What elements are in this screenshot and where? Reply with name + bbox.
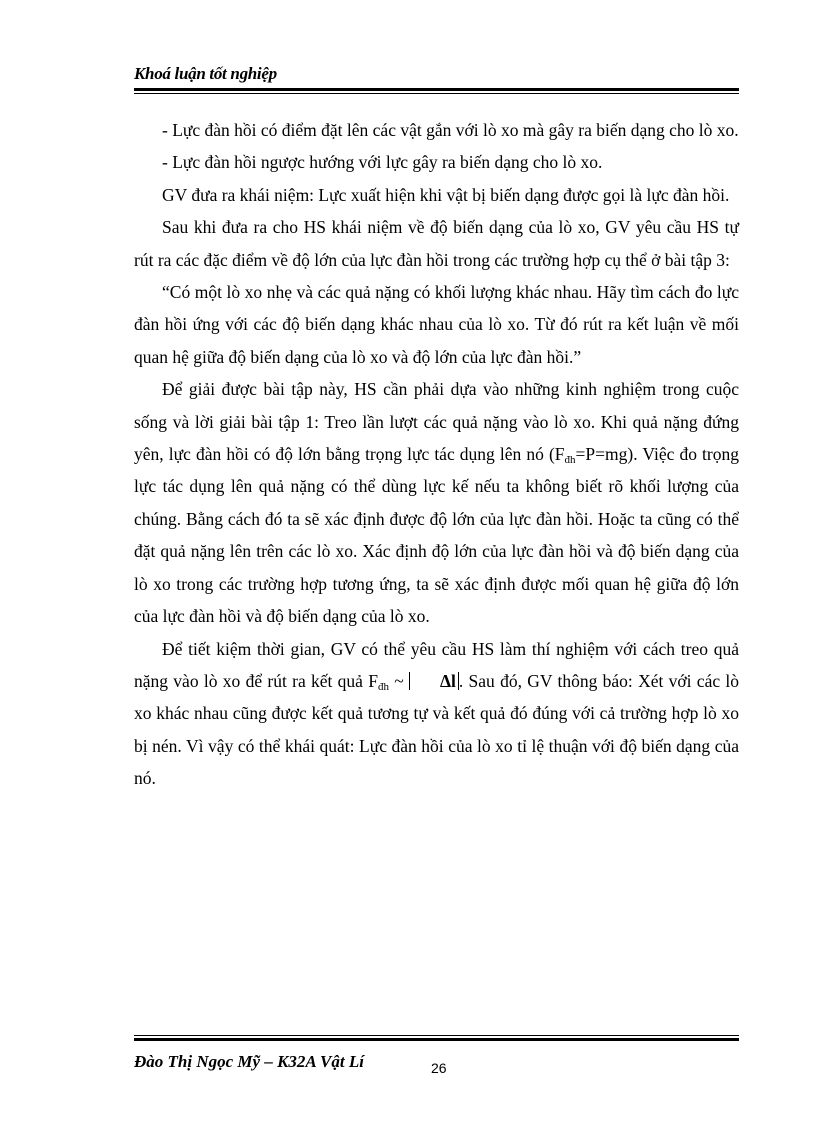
paragraph-6-part-a: Để giải được bài tập này, HS cần phải dựa vào những kinh nghiệm trong cuộc sống và lời giải bài tập 1: Treo lần lượt các quả nặng vào lò xo. Khi quả nặng đứng yên, lực đàn hồi có độ lớn bằng trọng lực tác dụng lên nó (F: [134, 379, 739, 465]
footer-rule-thin: [134, 1035, 739, 1036]
paragraph-4: Sau khi đưa ra cho HS khái niệm về độ biến dạng của lò xo, GV yêu cầu HS tự rút ra các đặc điểm về độ lớn của lực đàn hồi trong các trường hợp cụ thể ở bài tập 3:: [134, 217, 739, 270]
force-subscript: đh: [564, 454, 576, 467]
paragraph-5-quote: “Có một lò xo nhẹ và các quả nặng có khối lượng khác nhau. Hãy tìm cách đo lực đàn hồi ứng với các độ biến dạng khác nhau của lò xo. Từ đó rút ra kết luận về mối quan hệ giữa độ biến dạng của lò xo và độ lớn của lực đàn hồi.”: [134, 282, 739, 367]
paragraph-1: - Lực đàn hồi có điểm đặt lên các vật gắn với lò xo mà gây ra biến dạng cho lò xo.: [162, 120, 739, 140]
paragraph-2: - Lực đàn hồi ngược hướng với lực gây ra biến dạng cho lò xo.: [162, 152, 603, 173]
paragraph-7: [134, 633, 739, 795]
paragraph-6: [134, 373, 739, 632]
delta-l-formula: Δl: [409, 672, 459, 690]
header-title: Khoá luận tốt nghiệp: [134, 64, 277, 83]
page-number: 26: [431, 1060, 447, 1076]
paragraph-6-part-b: =P=mg). Việc đo trọng lực tác dụng lên quả nặng có thể dùng lực kế nếu ta không biết rõ khối lượng của chúng. Bằng cách đó ta sẽ xác định được độ lớn của lực đàn hồi. Hoặc ta cũng có thể đặt quả nặng lên trên các lò xo. Xác định độ lớn của lực đàn hồi và độ biến dạng của lò xo trong các trường hợp tương ứng, ta sẽ xác định được mối quan hệ giữa độ lớn của lực đàn hồi và độ biến dạng của lò xo.: [134, 444, 739, 627]
force-subscript: đh: [377, 680, 389, 693]
document-body: [134, 114, 739, 795]
paragraph-7-part-b: ~: [388, 670, 410, 691]
paragraph-3: GV đưa ra khái niệm: Lực xuất hiện khi vật bị biến dạng được gọi là lực đàn hồi.: [162, 184, 730, 205]
header-rule-thin: [134, 93, 739, 94]
header-rule-thick: [134, 88, 739, 91]
paragraph-7-part-a: Để tiết kiệm thời gian, GV có thể yêu cầu HS làm thí nghiệm với cách treo quả nặng vào lò xo để rút ra kết quả F: [134, 638, 739, 691]
footer-rule-thick: [134, 1038, 739, 1041]
footer-author: Đào Thị Ngọc Mỹ – K32A Vật Lí: [134, 1052, 364, 1071]
paragraph-7-part-c: . Sau đó, GV thông báo: Xét với các lò xo khác nhau cũng được kết quả tương tự và kết quả đó đúng với cả trường hợp lò xo bị nén. Vì vậy có thể khái quát: Lực đàn hồi của lò xo tỉ lệ thuận với độ biến dạng của nó.: [134, 670, 740, 789]
